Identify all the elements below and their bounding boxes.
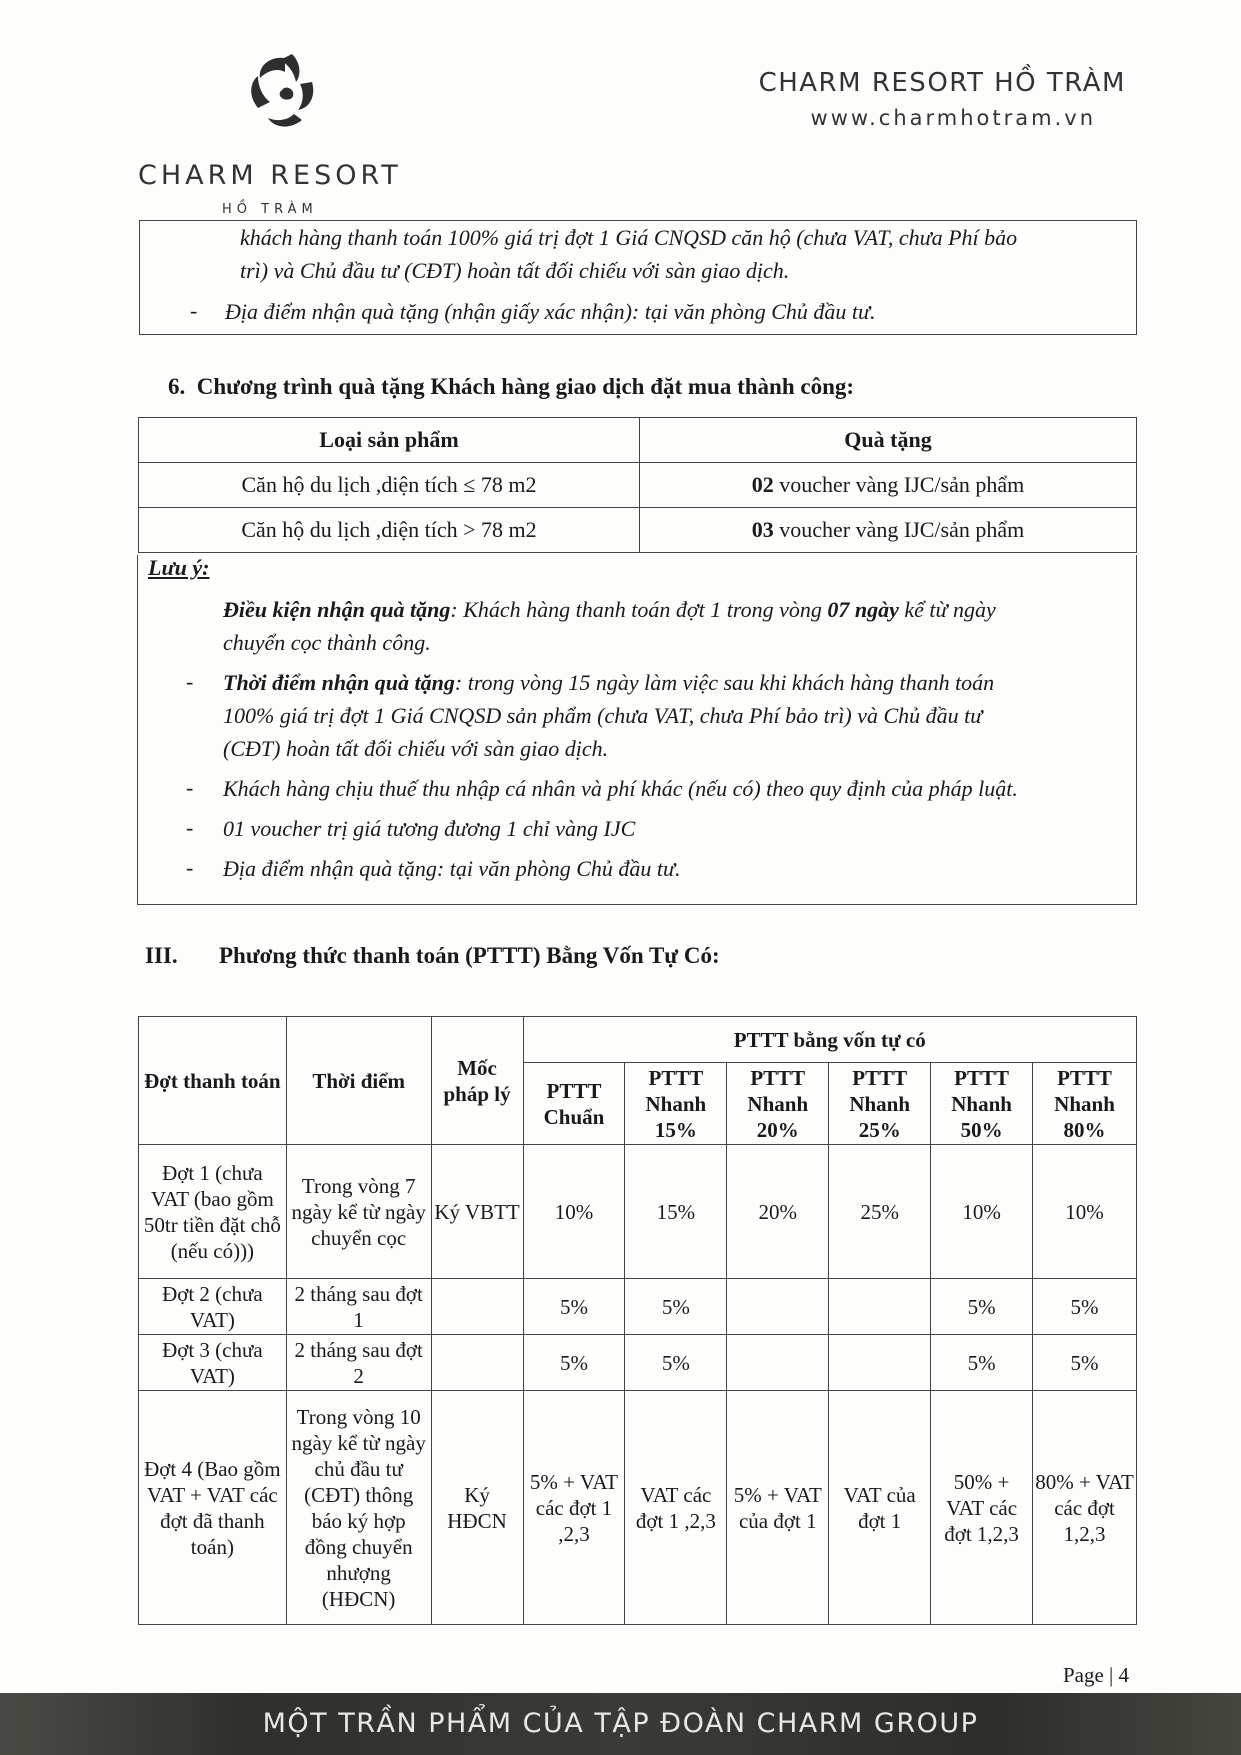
- company-title: CHARM RESORT HỒ TRÀM: [758, 68, 1126, 98]
- col-time: Thời điểm: [286, 1017, 431, 1145]
- gift-text: voucher vàng IJC/sản phẩm: [773, 472, 1025, 497]
- condition-days: 07 ngày: [827, 597, 899, 622]
- footer-text: MỘT TRẦN PHẨM CỦA TẬP ĐOÀN CHARM GROUP: [262, 1708, 979, 1739]
- value-cell: 5%: [1033, 1279, 1137, 1335]
- table-row: [139, 1145, 1137, 1279]
- section-3-title: [145, 943, 720, 969]
- value-cell: 25%: [829, 1145, 931, 1279]
- value-cell: 5%: [931, 1335, 1033, 1391]
- gift-value-cell: [640, 508, 1137, 553]
- payment-table: [138, 1016, 1137, 1625]
- value-cell: 5% + VAT của đợt 1: [727, 1391, 829, 1625]
- gift-notes-box: [137, 555, 1137, 905]
- value-cell: 10%: [931, 1145, 1033, 1279]
- note-location: Địa điểm nhận quà tặng: tại văn phòng Chủ đầu tư.: [223, 856, 681, 881]
- section-roman: III.: [145, 943, 178, 968]
- value-cell: 5% + VAT các đợt 1 ,2,3: [523, 1391, 625, 1625]
- continuation-box: [139, 220, 1137, 335]
- gift-col-gift: Quà tặng: [640, 418, 1137, 463]
- time-cell: Trong vòng 7 ngày kể từ ngày chuyển cọc: [286, 1145, 431, 1279]
- condition-text-2: kể từ ngày: [898, 597, 996, 622]
- table-row: [139, 1279, 1137, 1335]
- value-cell: 5%: [931, 1279, 1033, 1335]
- value-cell: 5%: [625, 1335, 727, 1391]
- note-condition-line2: chuyển cọc thành công.: [223, 630, 431, 655]
- time-text: : trong vòng 15 ngày làm việc sau khi khách hàng thanh toán: [454, 670, 995, 695]
- stage-cell: Đợt 4 (Bao gồm VAT + VAT các đợt đã thanh toán): [139, 1391, 287, 1625]
- milestone-cell: [431, 1279, 523, 1335]
- note-time: [223, 666, 1133, 699]
- plan-header: PTTT Nhanh 80%: [1033, 1063, 1137, 1145]
- plan-header: PTTT Nhanh 15%: [625, 1063, 727, 1145]
- gift-value-cell: [640, 463, 1137, 508]
- note-tax: Khách hàng chịu thuế thu nhập cá nhân và phí khác (nếu có) theo quy định của pháp luật.: [223, 776, 1018, 801]
- value-cell: [829, 1279, 931, 1335]
- note-voucher: 01 voucher trị giá tương đương 1 chỉ vàng IJC: [223, 816, 636, 841]
- table-row: [139, 1335, 1137, 1391]
- col-group-header: PTTT bằng vốn tự có: [523, 1017, 1136, 1063]
- value-cell: [829, 1335, 931, 1391]
- stage-cell: Đợt 3 (chưa VAT): [139, 1335, 287, 1391]
- page-number: Page | 4: [1062, 1663, 1129, 1687]
- bullet-dash: -: [190, 298, 198, 323]
- value-cell: VAT các đợt 1 ,2,3: [625, 1391, 727, 1625]
- value-cell: 80% + VAT các đợt 1,2,3: [1033, 1391, 1137, 1625]
- bullet-dash: -: [186, 855, 194, 880]
- gift-product-cell: Căn hộ du lịch ,diện tích ≤ 78 m2: [139, 463, 640, 508]
- time-label: Thời điểm nhận quà tặng: [223, 670, 455, 695]
- milestone-cell: Ký HĐCN: [431, 1391, 523, 1625]
- charm-logo-icon: [240, 48, 330, 138]
- table-row: [139, 463, 1137, 508]
- note-time-line2: 100% giá trị đợt 1 Giá CNQSD sản phẩm (chưa VAT, chưa Phí bảo trì) và Chủ đầu tư: [223, 703, 983, 728]
- condition-label: Điều kiện nhận quà tặng: [223, 597, 451, 622]
- milestone-cell: Ký VBTT: [431, 1145, 523, 1279]
- value-cell: VAT của đợt 1: [829, 1391, 931, 1625]
- gift-text: voucher vàng IJC/sản phẩm: [773, 517, 1025, 542]
- value-cell: 10%: [523, 1145, 625, 1279]
- value-cell: 15%: [625, 1145, 727, 1279]
- value-cell: 5%: [625, 1279, 727, 1335]
- bullet-dash: -: [186, 669, 194, 694]
- note-time-line3: (CĐT) hoàn tất đối chiếu với sàn giao dịch.: [223, 736, 609, 761]
- value-cell: 20%: [727, 1145, 829, 1279]
- stage-cell: Đợt 2 (chưa VAT): [139, 1279, 287, 1335]
- time-cell: Trong vòng 10 ngày kể từ ngày chủ đầu tư (CĐT) thông báo ký hợp đồng chuyển nhượng (HĐCN): [286, 1391, 431, 1625]
- col-legal-milestone: Mốc pháp lý: [431, 1017, 523, 1145]
- value-cell: 5%: [1033, 1335, 1137, 1391]
- gift-col-product: Loại sản phẩm: [139, 418, 640, 463]
- section-6-title: 6. Chương trình quà tặng Khách hàng giao dịch đặt mua thành công:: [168, 374, 855, 399]
- value-cell: 5%: [523, 1279, 625, 1335]
- note-condition: [223, 593, 1133, 626]
- col-payment-stage: Đợt thanh toán: [139, 1017, 287, 1145]
- gift-table: [138, 417, 1137, 553]
- box1-bullet: Địa điểm nhận quà tặng (nhận giấy xác nhận): tại văn phòng Chủ đầu tư.: [225, 299, 876, 324]
- time-cell: 2 tháng sau đợt 1: [286, 1279, 431, 1335]
- value-cell: 5%: [523, 1335, 625, 1391]
- gift-count: 02: [751, 472, 774, 497]
- value-cell: [727, 1335, 829, 1391]
- note-label: Lưu ý:: [148, 555, 210, 580]
- milestone-cell: [431, 1335, 523, 1391]
- condition-text: : Khách hàng thanh toán đợt 1 trong vòng: [450, 597, 828, 622]
- section-3-text: Phương thức thanh toán (PTTT) Bằng Vốn Tự Có:: [219, 943, 720, 968]
- stage-cell: Đợt 1 (chưa VAT (bao gồm 50tr tiền đặt chỗ (nếu có))): [139, 1145, 287, 1279]
- plan-header: PTTT Chuẩn: [523, 1063, 625, 1145]
- gift-count: 03: [751, 517, 774, 542]
- value-cell: 10%: [1033, 1145, 1137, 1279]
- bullet-dash: -: [186, 775, 194, 800]
- logo-subtext: HỒ TRÀM: [222, 202, 318, 217]
- value-cell: [727, 1279, 829, 1335]
- plan-header: PTTT Nhanh 50%: [931, 1063, 1033, 1145]
- time-cell: 2 tháng sau đợt 2: [286, 1335, 431, 1391]
- plan-header: PTTT Nhanh 20%: [727, 1063, 829, 1145]
- table-row: [139, 508, 1137, 553]
- gift-product-cell: Căn hộ du lịch ,diện tích > 78 m2: [139, 508, 640, 553]
- plan-header: PTTT Nhanh 25%: [829, 1063, 931, 1145]
- box1-line2: trì) và Chủ đầu tư (CĐT) hoàn tất đối chiếu với sàn giao dịch.: [240, 258, 790, 283]
- value-cell: 50% + VAT các đợt 1,2,3: [931, 1391, 1033, 1625]
- logo-text: CHARM RESORT: [138, 160, 402, 191]
- bullet-dash: -: [186, 815, 194, 840]
- table-row: [139, 1391, 1137, 1625]
- website-link[interactable]: www.charmhotram.vn: [810, 106, 1096, 130]
- box1-line1: khách hàng thanh toán 100% giá trị đợt 1 Giá CNQSD căn hộ (chưa VAT, chưa Phí bảo: [240, 225, 1018, 250]
